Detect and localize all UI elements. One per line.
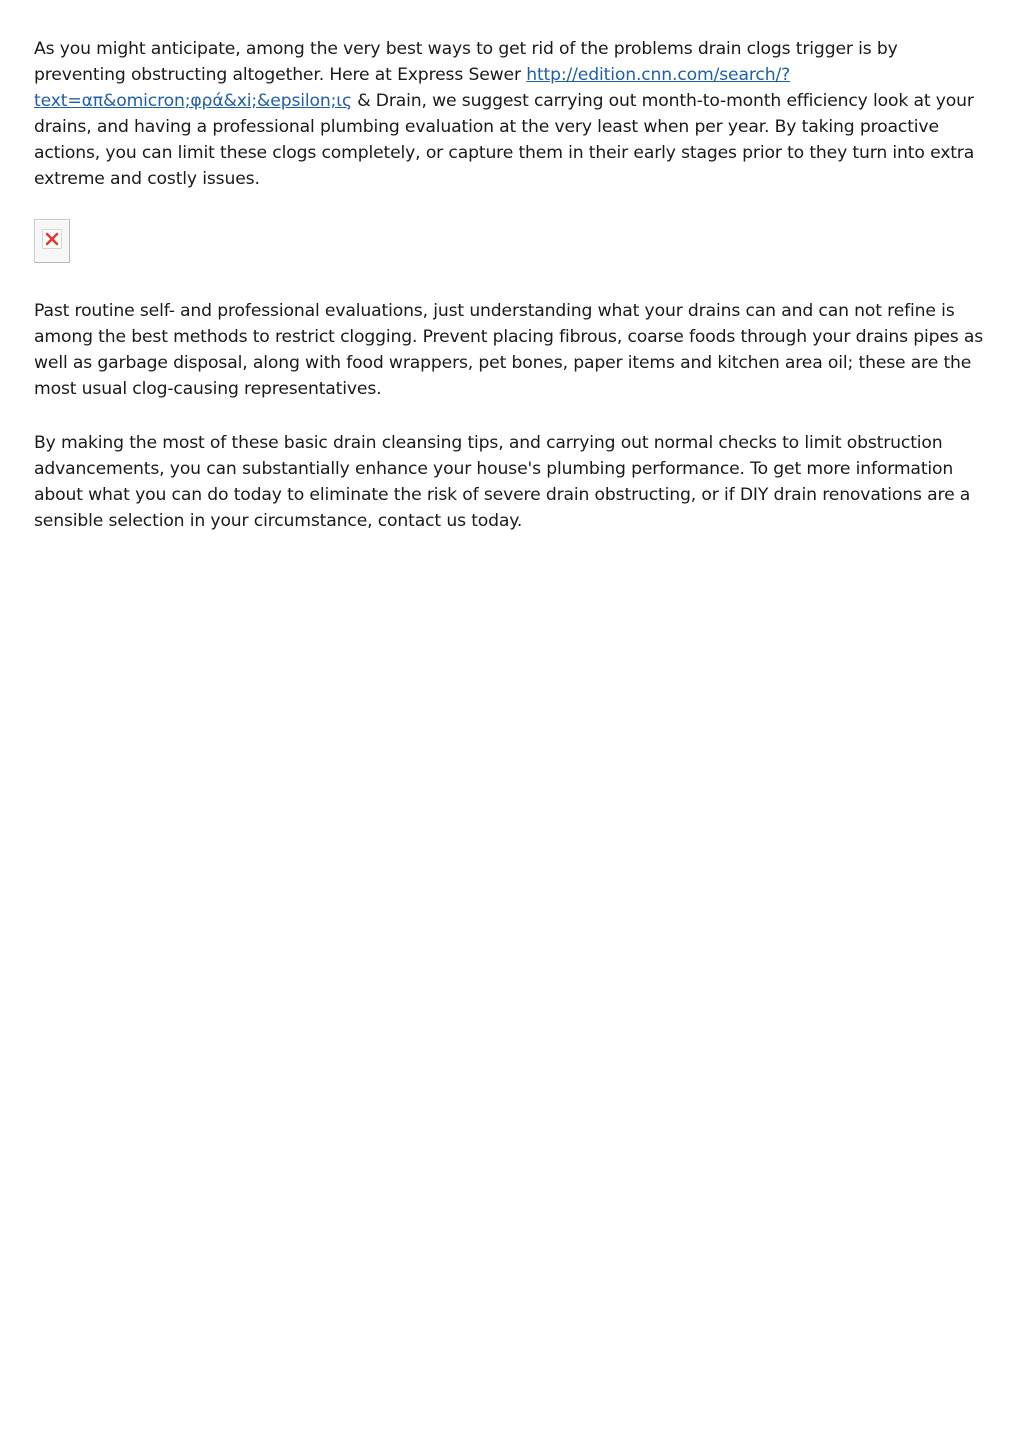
close-x-icon xyxy=(45,232,59,246)
paragraph-evaluations: Past routine self- and professional evaluations, just understanding what your drains can and can not refine is among the best methods to restrict clogging. Prevent placing fibrous, coarse foods through your drains pipes as well as garbage disposal, along with food wrappers, pet bones, paper items and kitchen area oil; these are the most usual clog-causing representatives. xyxy=(34,301,984,399)
document-page xyxy=(34,36,984,534)
broken-image-icon xyxy=(34,219,70,263)
cnn-search-link[interactable]: http://edition.cnn.com/search/?text=απ&omicron;φρά&xi;&epsilon;ις xyxy=(34,65,791,111)
paragraph-intro-text-before: As you might anticipate, among the very best ways to get rid of the problems drain clogs trigger is by preventing obstructing altogether. Here at Express Sewer xyxy=(34,39,898,85)
paragraph-cleansing-tips: By making the most of these basic drain cleansing tips, and carrying out normal checks to limit obstruction advancements, you can substantially enhance your house's plumbing performance. To get more information about what you can do today to eliminate the risk of severe drain obstructing, or if DIY drain renovations are a sensible selection in your circumstance, contact us today. xyxy=(34,433,971,531)
paragraph-intro-text-after: & Drain, we suggest carrying out month-to-month efficiency look at your drains, and having a professional plumbing evaluation at the very least when per year. By taking proactive actions, you can limit these clogs completely, or capture them in their early stages prior to they turn into extra extreme and costly issues. xyxy=(34,91,975,189)
broken-image-frame xyxy=(42,229,62,249)
paragraph-intro xyxy=(34,36,984,192)
